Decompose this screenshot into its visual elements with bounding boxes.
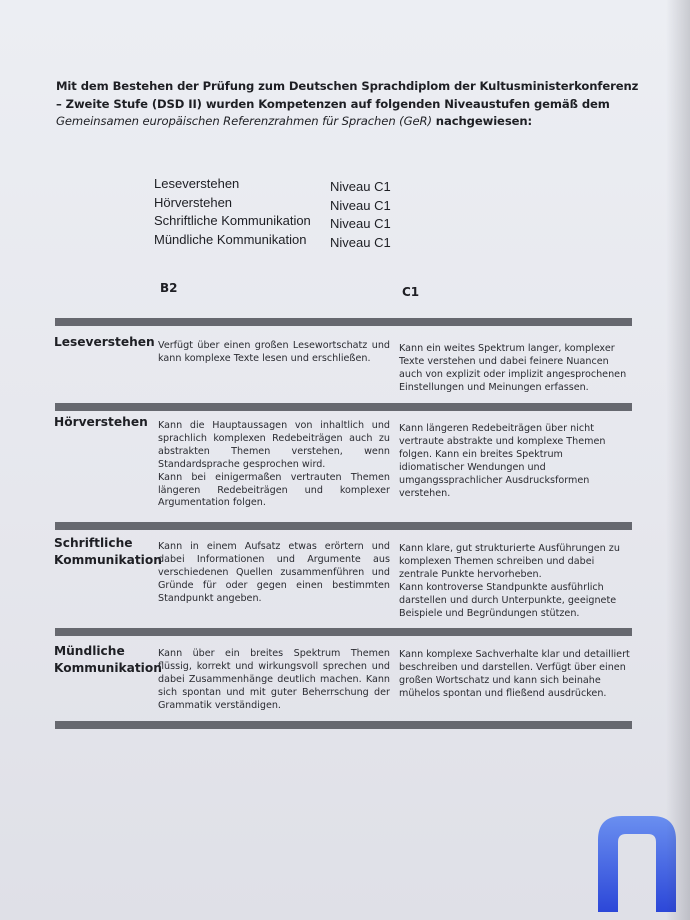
row-skill-label: Leseverstehen <box>54 335 155 349</box>
level-skill: Mündliche Kommunikation <box>154 231 307 247</box>
intro-text: Mit dem Bestehen der Prüfung zum Deutschen Sprachdiplom der Kultusministerkonferenz – Zweite Stufe (DSD II) wurden Kompetenzen auf folgenden Niveaustufen gemäß dem <box>56 79 639 111</box>
level-value: Niveau C1 <box>330 234 391 250</box>
level-value: Niveau C1 <box>330 197 391 213</box>
app-logo-icon <box>592 810 682 914</box>
level-value: Niveau C1 <box>330 216 391 231</box>
intro-end: nachgewiesen: <box>431 114 533 128</box>
section-divider <box>55 522 632 530</box>
b2-description <box>158 420 390 510</box>
section-divider <box>55 721 632 729</box>
description-text: Kann in einem Aufsatz etwas erörtern und dabei Informationen und Argumente aus verschiedenen Quellen zusammenführen und Gründe für oder gegen einen bestimmten Standpunkt angeben. <box>158 541 390 604</box>
b2-description <box>158 648 390 713</box>
column-header-b2: B2 <box>160 281 178 295</box>
description-text: Kann ein weites Spektrum langer, komplexer Texte verstehen und dabei feinere Nuancen auch von explizit oder implizit angesprochenen Einstellungen und Meinungen erfassen. <box>399 343 627 393</box>
row-skill-label: Hörverstehen <box>54 415 148 429</box>
intro-italic: Gemeinsamen europäischen Referenzrahmen für Sprachen (GeR) <box>56 114 432 128</box>
description-text: Kann klare, gut strukturierte Ausführungen zu komplexen Themen schreiben und dabei zentrale Punkte hervorheben. <box>399 543 620 580</box>
c1-description <box>399 343 631 395</box>
description-text: Kann bei einigermaßen vertrauten Themen längeren Redebeiträgen und komplexer Argumentation folgen. <box>158 471 390 509</box>
c1-description <box>399 423 631 500</box>
c1-description <box>399 543 631 620</box>
level-value: Niveau C1 <box>330 179 391 194</box>
description-text: Kann über ein breites Spektrum Themen flüssig, korrekt und wirkungsvoll sprechen und dabei Zusammenhänge deutlich machen. Kann sich spontan und mit guter Beherrschung der Grammatik verständigen. <box>158 648 390 711</box>
row-skill-label: Schriftliche Kommunikation <box>54 536 162 567</box>
b2-description <box>158 541 390 606</box>
intro-paragraph <box>56 78 640 131</box>
description-text: Kann längeren Redebeiträgen über nicht vertraute abstrakte und komplexe Themen folgen. Kann ein breites Spektrum idiomatischer Wendungen und umgangssprachlicher Ausdrucksformen verstehen. <box>399 423 606 499</box>
column-header-c1: C1 <box>402 285 420 299</box>
c1-description <box>399 649 631 701</box>
b2-description <box>158 340 390 366</box>
section-divider <box>55 628 632 636</box>
section-divider <box>55 318 632 326</box>
description-text: Verfügt über einen großen Lesewortschatz und kann komplexe Texte lesen und erschließen. <box>158 340 390 364</box>
description-text: Kann kontroverse Standpunkte ausführlich darstellen und durch Unterpunkte, geeignete Beispiele und Begründungen stützen. <box>399 581 617 619</box>
description-text: Kann komplexe Sachverhalte klar und detailliert beschreiben und darstellen. Verfügt über einen großen Wortschatz und kann sich beinahe mühelos spontan und fließend ausdrücken. <box>399 649 630 699</box>
level-skill: Leseverstehen <box>154 176 240 191</box>
level-skill: Hörverstehen <box>154 194 233 210</box>
section-divider <box>55 403 632 411</box>
description-text: Kann die Hauptaussagen von inhaltlich und sprachlich komplexen Redebeiträgen auch zu abstrakten Themen verstehen, wenn Standardsprache gesprochen wird. <box>158 420 390 470</box>
row-skill-label: Mündliche Kommunikation <box>54 644 162 675</box>
level-skill: Schriftliche Kommunikation <box>154 213 311 228</box>
